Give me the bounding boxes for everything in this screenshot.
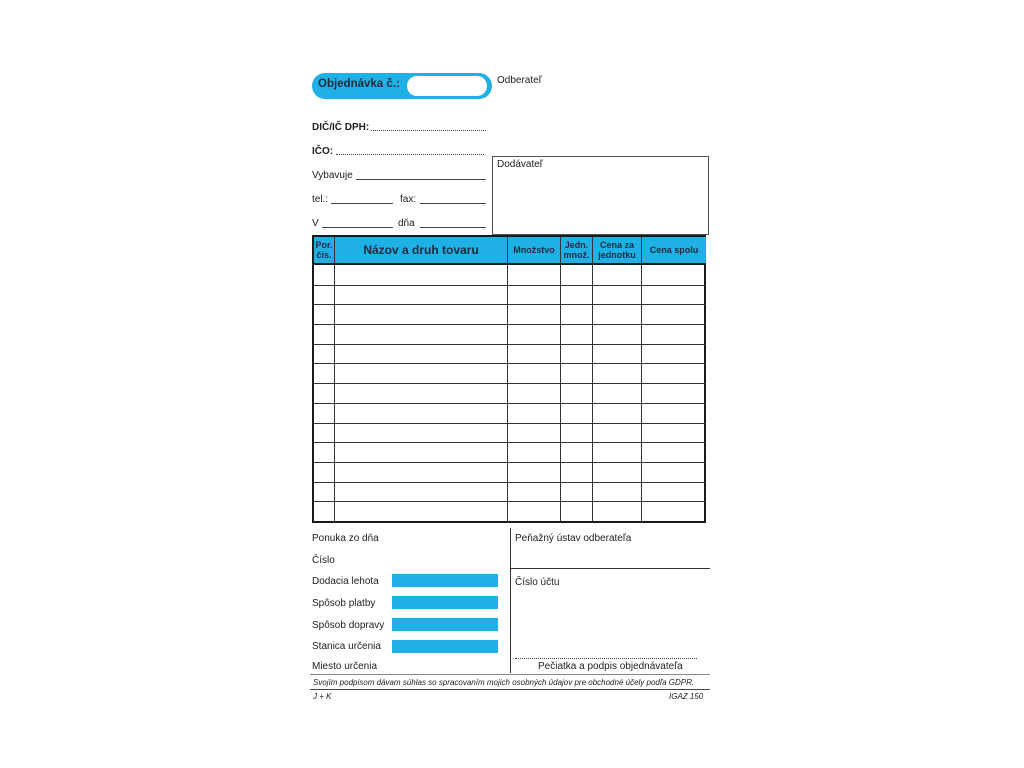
header-por-cis: Por. čís. <box>315 240 333 260</box>
dodacia-lehota-field[interactable] <box>392 574 498 587</box>
gdpr-note: Svojím podpisom dávam súhlas so spracovaním mojich osobných údajov pre obchodné účely podľa GDPR. <box>313 678 695 687</box>
penazny-ustav-label: Peňažný ústav odberateľa <box>515 533 632 544</box>
ico-field[interactable] <box>336 154 484 155</box>
table-row[interactable] <box>314 442 706 462</box>
table-row[interactable] <box>314 324 706 344</box>
items-table-header <box>314 237 706 265</box>
table-row[interactable] <box>314 403 706 423</box>
table-row[interactable] <box>314 304 706 324</box>
stanica-urcenia-label: Stanica určenia <box>312 641 381 652</box>
header-mnozstvo: Množstvo <box>513 245 555 255</box>
miesto-urcenia-label: Miesto určenia <box>312 661 378 672</box>
sposob-dopravy-field[interactable] <box>392 618 498 631</box>
table-row[interactable] <box>314 423 706 443</box>
order-number-label: Objednávka č.: <box>318 78 400 90</box>
header-nazov: Názov a druh tovaru <box>363 243 479 257</box>
tel-field[interactable] <box>331 203 393 204</box>
table-row[interactable] <box>314 501 706 521</box>
sposob-dopravy-label: Spôsob dopravy <box>312 620 385 631</box>
v-field[interactable] <box>322 227 393 228</box>
cislo-uctu-label: Číslo účtu <box>515 577 560 588</box>
stanica-urcenia-field[interactable] <box>392 640 498 653</box>
fax-field[interactable] <box>420 203 486 204</box>
table-row[interactable] <box>314 462 706 482</box>
order-number-field[interactable] <box>407 76 487 96</box>
tel-label: tel.: <box>312 194 329 205</box>
header-cena-za-jednotku: Cena za jednotku <box>598 240 636 260</box>
vybavuje-label: Vybavuje <box>312 170 353 181</box>
footer-bottom-line <box>310 689 710 690</box>
footer-left-code: J + K <box>313 692 332 701</box>
table-row[interactable] <box>314 482 706 502</box>
table-row[interactable] <box>314 344 706 364</box>
table-row[interactable] <box>314 285 706 305</box>
header-cena-spolu: Cena spolu <box>649 245 699 255</box>
supplier-label: Dodávateľ <box>497 159 543 170</box>
dna-field[interactable] <box>420 227 486 228</box>
fax-label: fax: <box>400 194 417 205</box>
table-row[interactable] <box>314 363 706 383</box>
footer-top-line <box>310 674 710 675</box>
vybavuje-field[interactable] <box>356 179 486 180</box>
penazny-ustav-line <box>510 568 710 569</box>
footer-right-code: IGAZ 150 <box>669 692 704 701</box>
v-label: V <box>312 218 319 229</box>
table-row[interactable] <box>314 383 706 403</box>
sposob-platby-label: Spôsob platby <box>312 598 376 609</box>
dic-field[interactable] <box>371 130 486 131</box>
cislo-label: Číslo <box>312 555 335 566</box>
ico-label: IČO: <box>312 146 334 157</box>
peciatka-label: Pečiatka a podpis objednávateľa <box>538 661 683 672</box>
ponuka-label: Ponuka zo dňa <box>312 533 379 544</box>
header-jedn-mnoz: Jedn. množ. <box>563 240 590 260</box>
bottom-divider <box>510 528 511 673</box>
sposob-platby-field[interactable] <box>392 596 498 609</box>
signature-line[interactable] <box>515 658 697 659</box>
table-row[interactable] <box>314 265 706 285</box>
dna-label: dňa <box>398 218 415 229</box>
buyer-label: Odberateľ <box>497 75 542 86</box>
dic-label: DIČ/IČ DPH: <box>312 122 370 133</box>
dodacia-lehota-label: Dodacia lehota <box>312 576 379 587</box>
